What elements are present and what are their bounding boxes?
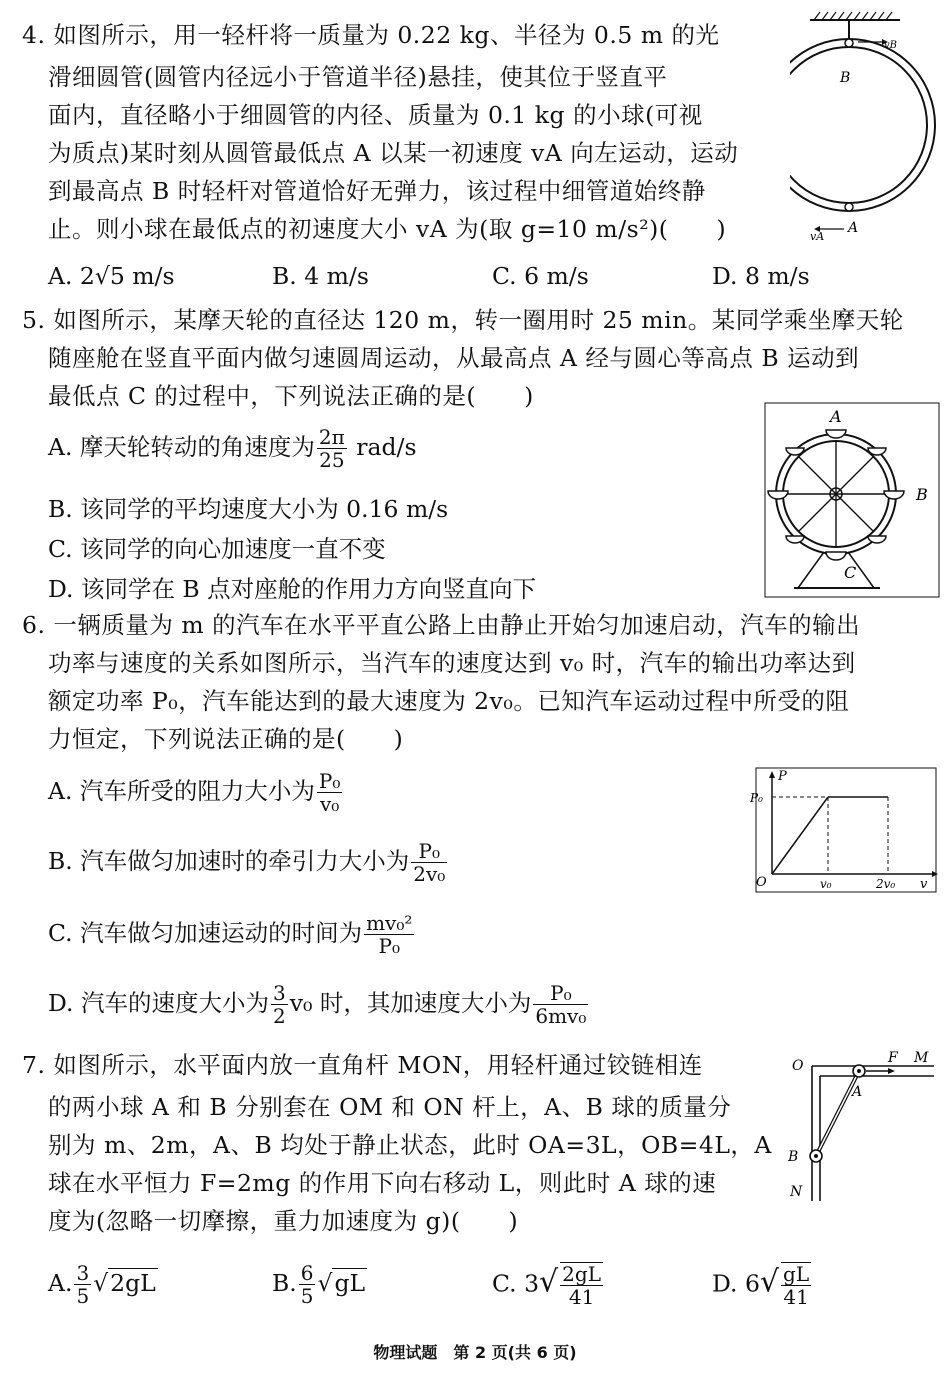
- q5-line-2: 随座舱在竖直平面内做匀速圆周运动，从最高点 A 经与圆心等高点 B 运动到: [48, 344, 860, 372]
- q6-power-velocity-graph: [748, 766, 938, 896]
- q6-option-d-fraction-1: [271, 982, 288, 1027]
- page-footer: 物理试题 第 2 页(共 6 页): [373, 1343, 577, 1362]
- q6-option-d: [48, 982, 590, 1027]
- q4-line-1: 4. 如图所示，用一轻杆将一质量为 0.22 kg、半径为 0.5 m 的光: [22, 21, 720, 49]
- q7-label-a: A: [852, 1084, 863, 1100]
- q7-option-d-sqrt-sign: √: [759, 1264, 780, 1300]
- q5-label-a: A: [830, 407, 842, 426]
- q6-option-b-text: B. 汽车做匀加速时的牵引力大小为: [48, 847, 410, 875]
- q6-option-a-numerator: P₀: [318, 769, 341, 793]
- q7-right-angle-rod-figure: [784, 1046, 940, 1206]
- q6-option-c-fraction: [364, 912, 414, 957]
- q7-option-a-numerator: 3: [76, 1261, 90, 1285]
- q5-option-d: D. 该同学在 B 点对座舱的作用力方向竖直向下: [48, 575, 537, 603]
- q7-line-2: 的两小球 A 和 B 分别套在 OM 和 ON 杆上，A、B 球的质量分: [48, 1093, 732, 1121]
- q7-option-c: [492, 1262, 605, 1308]
- q5-option-a-unit: rad/s: [348, 433, 417, 461]
- q5-label-b: B: [916, 485, 928, 504]
- q7-label-n: N: [790, 1184, 803, 1200]
- q7-option-c-fraction: [560, 1262, 603, 1308]
- q6-option-d-fraction-2: [533, 982, 588, 1027]
- q6-option-a-fraction: [317, 770, 342, 815]
- q7-option-c-numerator: 2gL: [562, 1262, 601, 1286]
- q6-option-a-text: A. 汽车所受的阻力大小为: [48, 777, 315, 805]
- q6-option-c-numerator: mv₀²: [366, 911, 413, 935]
- q5-option-a: [48, 426, 417, 471]
- q6-line-4: 力恒定，下列说法正确的是( ): [48, 725, 404, 753]
- q5-option-a-numerator: 2π: [318, 425, 345, 449]
- q5-line-3: 最低点 C 的过程中，下列说法正确的是( ): [48, 382, 534, 410]
- q7-option-d: [712, 1262, 813, 1308]
- q6-line-2: 功率与速度的关系如图所示，当汽车的速度达到 v₀ 时，汽车的输出功率达到: [48, 649, 856, 677]
- q7-option-a-label: A.: [48, 1269, 73, 1297]
- q4-line-2: 滑细圆管(圆管内径远小于管道半径)悬挂，使其位于竖直平: [48, 63, 668, 91]
- q7-line-1: [22, 1048, 703, 1082]
- q6-line-3: 额定功率 P₀，汽车能达到的最大速度为 2v₀。已知汽车运动过程中所受的阻: [48, 687, 850, 715]
- q6-option-a-denominator: v₀: [320, 792, 340, 816]
- q6-label-p: P: [778, 769, 787, 784]
- q5-option-a-denominator: 25: [319, 448, 345, 472]
- q7-option-c-denominator: 41: [568, 1285, 595, 1309]
- q4-option-a: A. 2√5 m/s: [48, 262, 175, 290]
- q7-line-1-post: 内放一直角杆 MON，用轻杆通过铰链相连: [245, 1051, 703, 1079]
- q4-label-b: B: [840, 70, 851, 86]
- q6-option-a: [48, 770, 344, 815]
- q5-option-a-text: A. 摩天轮转动的角速度为: [48, 433, 315, 461]
- q4-option-d: D. 8 m/s: [712, 262, 810, 290]
- q6-option-b-fraction: [411, 840, 447, 885]
- q4-line-6: 止。则小球在最低点的初速度大小 vA 为(取 g=10 m/s²)( ): [48, 215, 727, 243]
- q6-option-d-numerator: P₀: [533, 982, 588, 1005]
- q4-option-b: B. 4 m/s: [272, 262, 369, 290]
- q5-option-a-fraction: [317, 426, 347, 471]
- q7-option-b-radicand: gL: [334, 1269, 366, 1297]
- q7-option-d-label: D. 6: [712, 1269, 760, 1298]
- q6-line-1: 6. 一辆质量为 m 的汽车在水平平直公路上由静止开始匀加速启动，汽车的输出: [22, 611, 861, 639]
- q6-label-v: v: [920, 877, 928, 892]
- q7-option-a: [48, 1262, 158, 1307]
- q6-option-b-numerator: P₀: [411, 840, 447, 863]
- q6-option-d-text: D. 汽车的速度大小为: [48, 989, 269, 1017]
- q6-label-v0: v₀: [820, 877, 832, 891]
- q7-option-a-sqrt: √2gL: [93, 1269, 156, 1297]
- q7-option-b-label: B.: [272, 1269, 297, 1297]
- q6-option-d-middle: v₀ 时，其加速度大小为: [289, 989, 532, 1017]
- q7-line-1-emphasis: 水平面 • • •: [173, 1051, 245, 1079]
- q5-label-c: C: [844, 563, 857, 582]
- q6-label-2v0: 2v₀: [876, 877, 896, 891]
- q4-tube-figure: [790, 8, 940, 248]
- q6-option-b-denominator: 2v₀: [413, 862, 446, 886]
- q7-line-3: 别为 m、2m，A、B 均处于静止状态，此时 OA=3L，OB=4L，A: [48, 1131, 772, 1159]
- q7-option-b-denominator: 5: [300, 1284, 314, 1308]
- q7-option-d-fraction: [781, 1262, 811, 1308]
- q7-option-d-denominator: 41: [783, 1285, 809, 1309]
- q4-label-vb: vB: [884, 40, 897, 51]
- q7-label-b: B: [788, 1149, 799, 1165]
- q4-label-va: vA: [810, 230, 825, 243]
- q7-option-b: [272, 1262, 367, 1307]
- q7-option-b-sqrt: √gL: [317, 1269, 366, 1297]
- q7-option-a-radicand: 2gL: [110, 1269, 156, 1297]
- q6-label-p0: P₀: [750, 791, 763, 805]
- q7-option-a-fraction: [74, 1262, 91, 1307]
- q7-option-a-denominator: 5: [76, 1284, 90, 1308]
- q6-label-o: O: [756, 875, 767, 890]
- q7-option-b-numerator: 6: [300, 1261, 314, 1285]
- q6-option-c: [48, 912, 416, 957]
- q6-option-b: [48, 840, 449, 885]
- q7-label-m: M: [914, 1050, 929, 1066]
- q7-option-d-numerator: gL: [783, 1262, 810, 1286]
- q7-line-5: 度为(忽略一切摩擦，重力加速度为 g)( ): [48, 1207, 519, 1235]
- q7-option-b-fraction: [299, 1262, 316, 1307]
- q6-option-c-text: C. 汽车做匀加速运动的时间为: [48, 919, 363, 947]
- q7-option-c-label: C. 3: [492, 1269, 540, 1298]
- q4-line-4: 为质点)某时刻从圆管最低点 A 以某一初速度 vA 向左运动，运动: [48, 139, 739, 167]
- q7-line-1-pre: 7. 如图所示，: [22, 1051, 174, 1079]
- q4-line-5: 到最高点 B 时轻杆对管道恰好无弹力，该过程中细管道始终静: [48, 177, 706, 205]
- q7-line-4: 球在水平恒力 F=2mg 的作用下向右移动 L，则此时 A 球的速: [48, 1169, 717, 1197]
- q4-label-a: A: [848, 220, 859, 236]
- q6-option-d-f1-numerator: 3: [272, 981, 286, 1005]
- q5-line-1: 5. 如图所示，某摩天轮的直径达 120 m，转一圈用时 25 min。某同学乘坐摩天轮: [22, 306, 904, 334]
- q6-option-d-f1-denominator: 2: [272, 1004, 286, 1028]
- q6-option-d-denominator: 6mv₀: [535, 1004, 587, 1028]
- q5-option-b: B. 该同学的平均速度大小为 0.16 m/s: [48, 495, 449, 523]
- q6-option-c-denominator: P₀: [378, 934, 400, 958]
- q7-label-f: F: [888, 1050, 898, 1066]
- q7-option-c-sqrt-sign: √: [539, 1264, 559, 1300]
- q4-option-c: C. 6 m/s: [492, 262, 589, 290]
- q7-label-o: O: [792, 1058, 804, 1074]
- q5-ferris-wheel-figure: [764, 402, 940, 598]
- q4-line-3: 面内，直径略小于细圆管的内径、质量为 0.1 kg 的小球(可视: [48, 101, 703, 129]
- q5-option-c: C. 该同学的向心加速度一直不变: [48, 535, 386, 563]
